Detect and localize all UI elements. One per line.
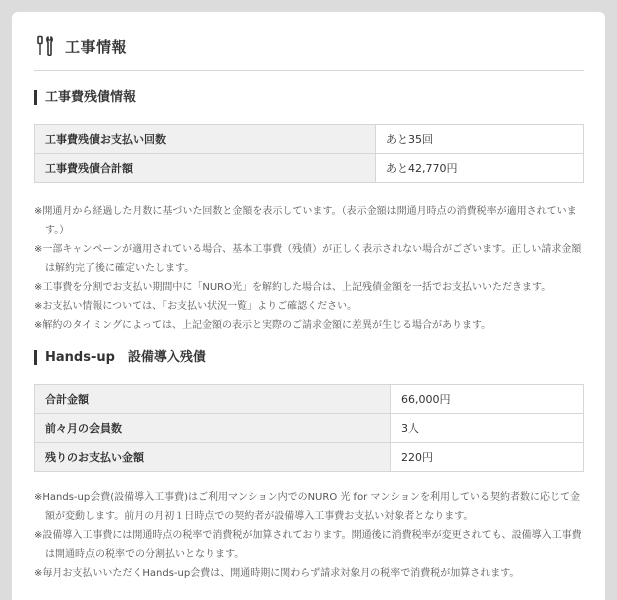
- row-label: 前々月の会員数: [35, 414, 391, 443]
- note-item: ※工事費を分割でお支払い期間中に「NURO光」を解約した場合は、上記残債金額を一括でお支払いいただきます。: [34, 282, 552, 293]
- construction-info-card: [12, 12, 605, 600]
- row-value: あと42,770円: [376, 154, 584, 183]
- note-item: ※Hands-up会費(設備導入工事費)はご利用マンション内でのNURO 光 for マンションを利用している契約者数に応じて金額が変動します。前月の月初１日時点での契約者が設備導入工事費お支払い対象者となります。: [34, 492, 581, 522]
- note-item: ※一部キャンペーンが適用されている場合、基本工事費（残債）が正しく表示されない場合がございます。正しい請求金額は解約完了後に確定いたします。: [34, 244, 582, 274]
- handsup-title: Hands-up 設備導入残債: [34, 350, 584, 365]
- note-item: ※毎月お支払いいただくHands-up会費は、開通時期に関わらず請求対象月の税率で消費税が加算されます。: [34, 568, 520, 579]
- note-item: ※解約のタイミングによっては、上記金額の表示と実際のご請求金額に差異が生じる場合があります。: [34, 320, 492, 331]
- construction-balance-notes: [34, 202, 584, 335]
- row-label: 合計金額: [35, 385, 391, 414]
- handsup-table: [34, 384, 584, 472]
- table-row: [35, 385, 584, 414]
- row-value: 66,000円: [391, 385, 584, 414]
- row-value: 3人: [391, 414, 584, 443]
- row-label: 工事費残債合計額: [35, 154, 376, 183]
- page-title: 工事情報: [65, 37, 128, 56]
- note-item: ※設備導入工事費には開通時点の税率で消費税が加算されております。開通後に消費税率が変更されても、設備導入工事費は開通時点の税率での分割払いとなります。: [34, 530, 582, 560]
- table-row: [35, 125, 584, 154]
- row-label: 残りのお支払い金額: [35, 443, 391, 472]
- row-label: 工事費残債お支払い回数: [35, 125, 376, 154]
- tools-icon: [35, 35, 57, 57]
- note-item: ※開通月から経過した月数に基づいた回数と金額を表示しています。（表示金額は開通月時点の消費税率が適用されています。）: [34, 206, 577, 236]
- note-item: ※お支払い情報については、「お支払い状況一覧」よりご確認ください。: [34, 301, 358, 312]
- table-row: [35, 414, 584, 443]
- table-row: [35, 443, 584, 472]
- construction-balance-title: 工事費残債情報: [34, 90, 584, 105]
- handsup-notes: [34, 488, 584, 583]
- row-value: 220円: [391, 443, 584, 472]
- section-header: [34, 22, 584, 71]
- construction-balance-table: [34, 124, 584, 183]
- table-row: [35, 154, 584, 183]
- row-value: あと35回: [376, 125, 584, 154]
